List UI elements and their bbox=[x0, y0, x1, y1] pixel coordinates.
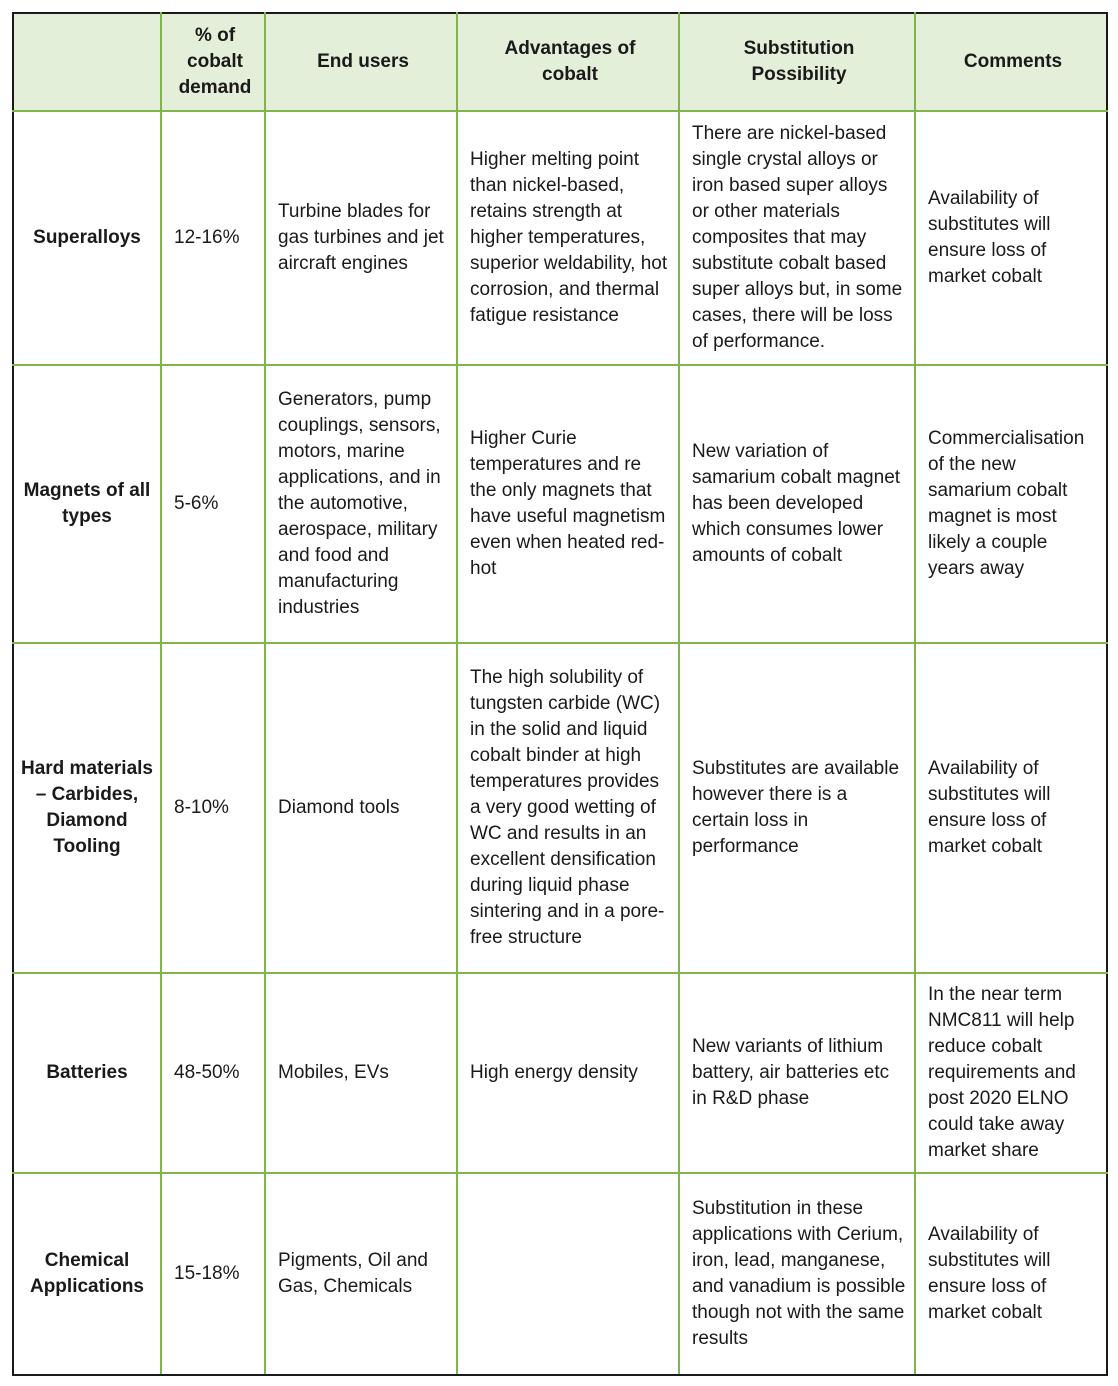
row-label: Chemical Applications bbox=[13, 1173, 161, 1375]
header-advantages: Advantages of cobalt bbox=[457, 13, 679, 111]
substitution-cell: New variation of samarium cobalt magnet has been developed which consumes lower amounts of cobalt bbox=[679, 365, 915, 643]
comments-cell: In the near term NMC811 will help reduce cobalt requirements and post 2020 ELNO could take away market share bbox=[915, 973, 1107, 1173]
comments-cell: Availability of substitutes will ensure loss of market cobalt bbox=[915, 111, 1107, 365]
substitution-cell: New variants of lithium battery, air batteries etc in R&D phase bbox=[679, 973, 915, 1173]
row-label: Superalloys bbox=[13, 111, 161, 365]
advantages-cell: Higher melting point than nickel-based, retains strength at higher temperatures, superior weldability, hot corrosion, and thermal fatigue resistance bbox=[457, 111, 679, 365]
header-substitution: Substitution Possibility bbox=[679, 13, 915, 111]
comments-cell: Availability of substitutes will ensure loss of market cobalt bbox=[915, 643, 1107, 973]
cobalt-demand-cell: 5-6% bbox=[161, 365, 265, 643]
advantages-cell bbox=[457, 1173, 679, 1375]
cobalt-demand-cell: 15-18% bbox=[161, 1173, 265, 1375]
cobalt-demand-cell: 48-50% bbox=[161, 973, 265, 1173]
advantages-cell: The high solubility of tungsten carbide (WC) in the solid and liquid cobalt binder at high temperatures provides a very good wetting of WC and results in an excellent densification during liquid phase sintering and in a pore-free structure bbox=[457, 643, 679, 973]
cobalt-demand-cell: 12-16% bbox=[161, 111, 265, 365]
end-users-cell: Diamond tools bbox=[265, 643, 457, 973]
end-users-cell: Mobiles, EVs bbox=[265, 973, 457, 1173]
advantages-cell: High energy density bbox=[457, 973, 679, 1173]
substitution-cell: Substitution in these applications with Cerium, iron, lead, manganese, and vanadium is possible though not with the same results bbox=[679, 1173, 915, 1375]
table-row-magnets bbox=[13, 365, 1107, 643]
end-users-cell: Generators, pump couplings, sensors, motors, marine applications, and in the automotive, aerospace, military and food and manufacturing industries bbox=[265, 365, 457, 643]
header-row bbox=[13, 13, 1107, 111]
row-label: Hard materials – Carbides, Diamond Tooling bbox=[13, 643, 161, 973]
comments-cell: Commercialisation of the new samarium cobalt magnet is most likely a couple years away bbox=[915, 365, 1107, 643]
substitution-cell: There are nickel-based single crystal alloys or iron based super alloys or other materials composites that may substitute cobalt based super alloys but, in some cases, there will be loss of performance. bbox=[679, 111, 915, 365]
table-row-chemical-applications bbox=[13, 1173, 1107, 1375]
cobalt-demand-table bbox=[12, 12, 1108, 1376]
table-row-batteries bbox=[13, 973, 1107, 1173]
header-empty-cell bbox=[13, 13, 161, 111]
end-users-cell: Turbine blades for gas turbines and jet aircraft engines bbox=[265, 111, 457, 365]
row-label: Magnets of all types bbox=[13, 365, 161, 643]
comments-cell: Availability of substitutes will ensure loss of market cobalt bbox=[915, 1173, 1107, 1375]
header-comments: Comments bbox=[915, 13, 1107, 111]
row-label: Batteries bbox=[13, 973, 161, 1173]
advantages-cell: Higher Curie temperatures and re the only magnets that have useful magnetism even when heated red-hot bbox=[457, 365, 679, 643]
cobalt-demand-cell: 8-10% bbox=[161, 643, 265, 973]
end-users-cell: Pigments, Oil and Gas, Chemicals bbox=[265, 1173, 457, 1375]
header-end-users: End users bbox=[265, 13, 457, 111]
header-cobalt-demand: % of cobalt demand bbox=[161, 13, 265, 111]
table-row-hard-materials bbox=[13, 643, 1107, 973]
table-row-superalloys bbox=[13, 111, 1107, 365]
substitution-cell: Substitutes are available however there is a certain loss in performance bbox=[679, 643, 915, 973]
